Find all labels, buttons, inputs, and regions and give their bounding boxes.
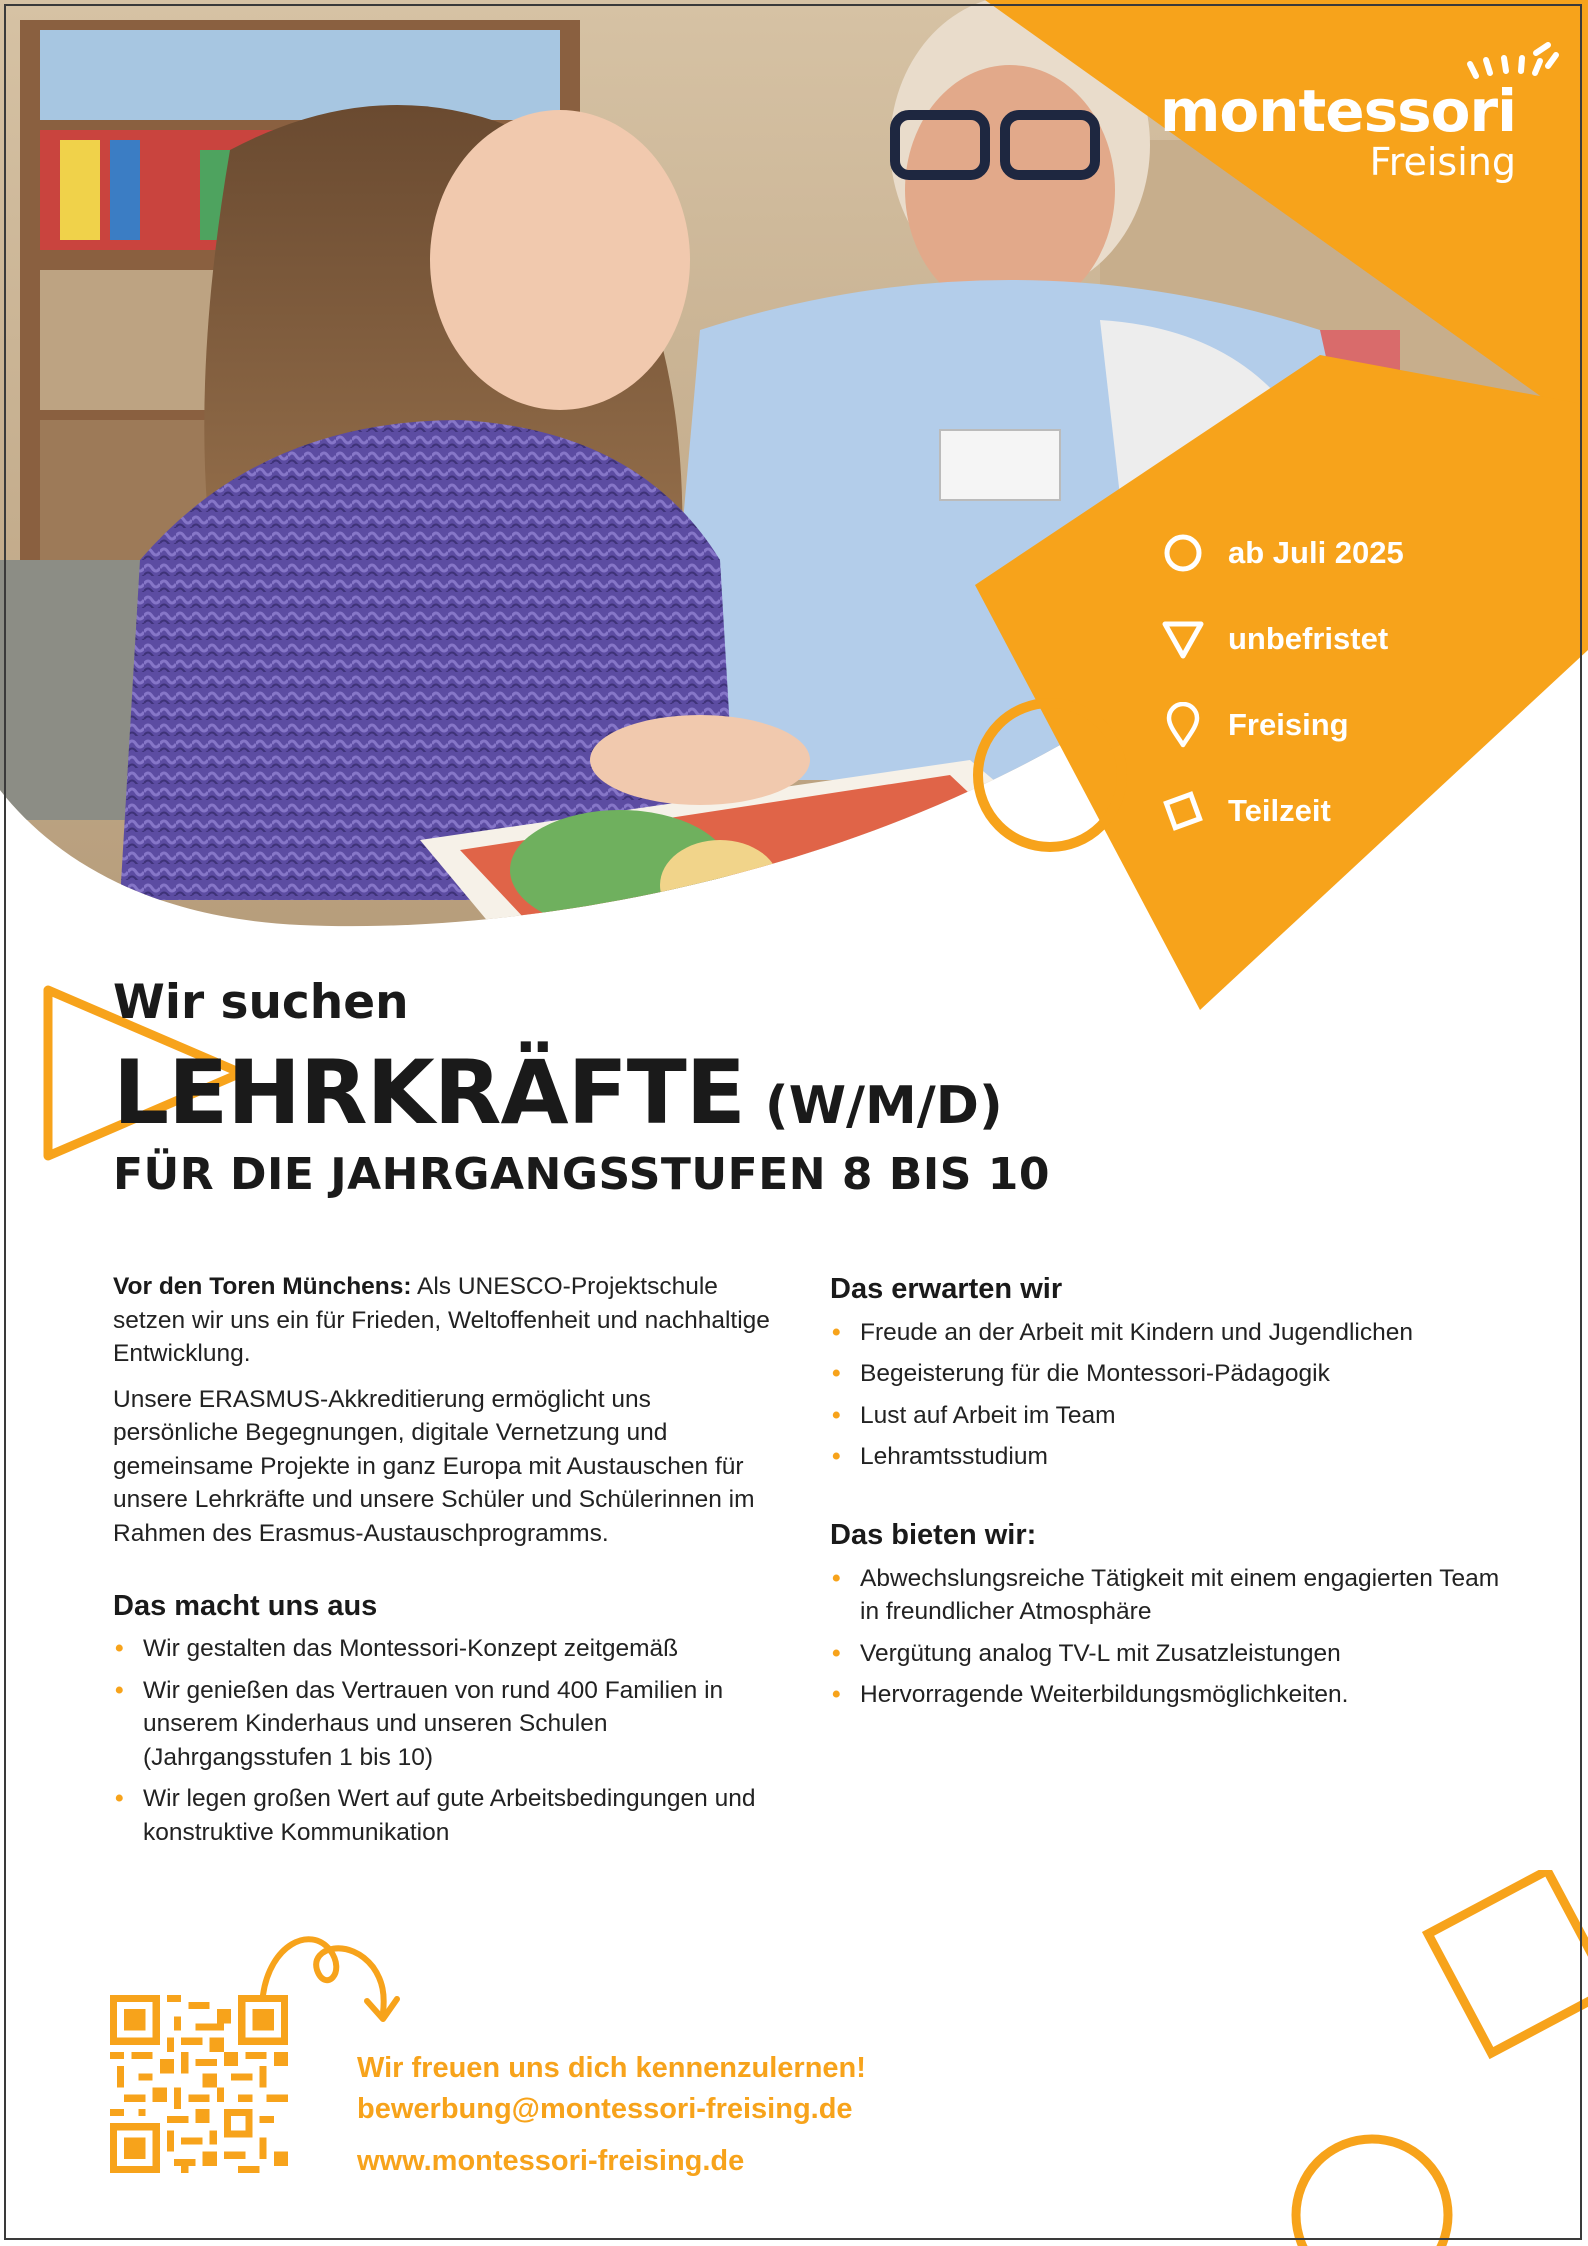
website-link[interactable]: www.montessori-freising.de (357, 2145, 745, 2178)
headline-gender: (W/M/D) (764, 1076, 1003, 1137)
brand-city: Freising (1369, 140, 1516, 184)
fact-contract (1160, 616, 1404, 662)
about-heading: Das macht uns aus (113, 1589, 378, 1622)
headline (113, 975, 1050, 1200)
fact-start-date (1160, 530, 1404, 576)
list-item: • Wir gestalten das Montessori-Konzept zeitgemäß (113, 1632, 773, 1666)
list-item: • Lehramtsstudium (830, 1440, 1520, 1474)
offer-list (830, 1562, 1520, 1712)
headline-intro: Wir suchen (113, 975, 409, 1030)
contact-email-link[interactable]: bewerbung@montessori-freising.de (357, 2092, 853, 2125)
fact-location (1160, 702, 1404, 748)
curved-arrow-icon (255, 1925, 405, 2035)
fact-hours (1160, 788, 1404, 834)
diamond-icon (1160, 788, 1206, 834)
brand-logo (1159, 77, 1516, 184)
intro-paragraph (113, 1270, 773, 1371)
list-item: • Freude an der Arbeit mit Kindern und Jugendlichen (830, 1316, 1520, 1350)
list-item: • Lust auf Arbeit im Team (830, 1399, 1520, 1433)
fact-label: Teilzeit (1228, 793, 1331, 828)
list-item: • Abwechslungsreiche Tätigkeit mit einem engagierten Team in freundlicher Atmosphäre (830, 1562, 1520, 1629)
headline-subtitle: FÜR DIE JAHRGANGSSTUFEN 8 BIS 10 (113, 1149, 1050, 1201)
list-item: • Wir legen großen Wert auf gute Arbeitsbedingungen und konstruktive Kommunikation (113, 1782, 773, 1849)
fact-label: Freising (1228, 707, 1349, 742)
contact-greeting: Wir freuen uns dich kennenzulernen! (357, 2052, 866, 2084)
contact-block (357, 2048, 866, 2182)
about-list (113, 1632, 773, 1849)
location-pin-icon (1160, 702, 1206, 748)
list-item: • Hervorragende Weiterbildungsmöglichkeiten. (830, 1678, 1520, 1712)
offer-heading: Das bieten wir: (830, 1518, 1037, 1551)
headline-title: LEHRKRÄFTE (113, 1041, 745, 1145)
fact-label: unbefristet (1228, 621, 1389, 656)
expect-heading: Das erwarten wir (830, 1273, 1063, 1305)
intro-lead: Vor den Toren Münchens: (113, 1273, 412, 1300)
list-item: • Wir genießen das Vertrauen von rund 400 Familien in unserem Kinderhaus und unseren Schulen (Jahrgangsstufen 1 bis 10) (113, 1674, 773, 1775)
job-facts (1160, 530, 1404, 874)
triangle-down-icon (1160, 616, 1206, 662)
expect-list (830, 1316, 1520, 1474)
circle-icon (1160, 530, 1206, 576)
list-item: • Begeisterung für die Montessori-Pädagogik (830, 1357, 1520, 1391)
brand-name: montessori (1159, 77, 1516, 145)
fact-label: ab Juli 2025 (1228, 535, 1404, 570)
list-item: • Vergütung analog TV-L mit Zusatzleistungen (830, 1637, 1520, 1671)
intro-text: Als UNESCO-Projektschule setzen wir uns ein für Frieden, Weltoffenheit und nachhaltige Entwicklung. (113, 1273, 770, 1368)
decorative-shapes (1280, 1870, 1588, 2246)
right-column (830, 1270, 1520, 1720)
erasmus-paragraph: Unsere ERASMUS-Akkreditierung ermöglicht uns persönliche Begegnungen, digitale Vernetzung und gemeinsame Projekte in ganz Europa mit Austauschen für unsere Lehrkräfte und unsere Schüler und Schülerinnen im Rahmen des Erasmus-Austauschprogramms. (113, 1385, 755, 1547)
left-column (113, 1270, 773, 1858)
